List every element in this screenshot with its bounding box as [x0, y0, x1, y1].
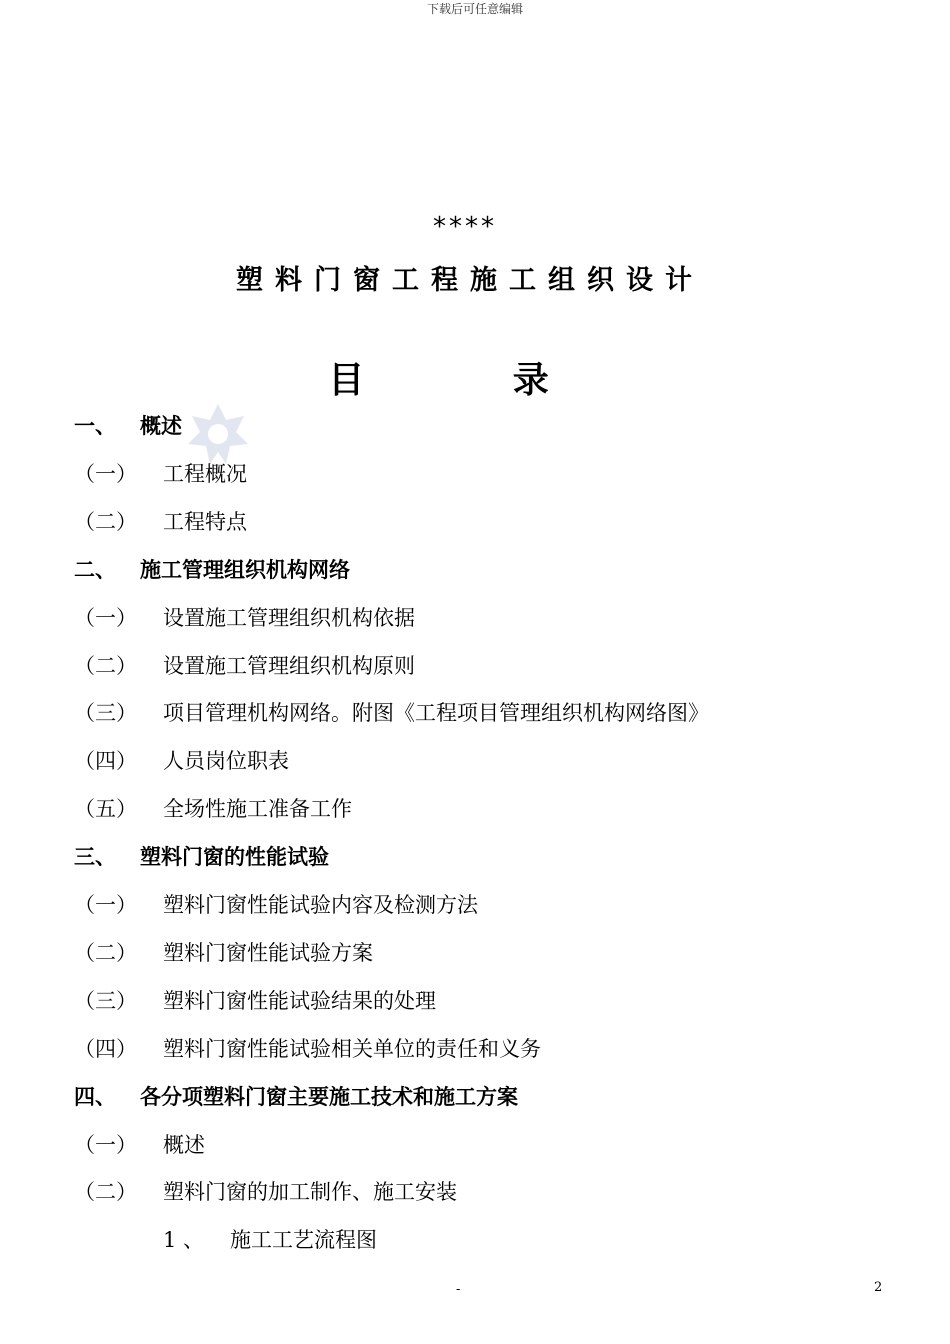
- toc-entry-number: 二、: [74, 557, 116, 582]
- toc-entry: [74, 697, 709, 727]
- toc-entry-number: （二）: [74, 653, 137, 678]
- toc-entry: [74, 506, 247, 536]
- toc-entry-text: 人员岗位职表: [163, 749, 289, 774]
- toc-entry-text: 塑料门窗性能试验结果的处理: [163, 988, 436, 1013]
- toc-entry-number: （一）: [74, 461, 137, 486]
- toc-entry-number: （三）: [74, 701, 137, 726]
- toc-entry-number: （三）: [74, 988, 137, 1013]
- toc-entry-number: 一、: [74, 414, 116, 438]
- toc-entry-number: （二）: [74, 1180, 137, 1205]
- toc-entry: [74, 841, 329, 871]
- toc-entry-text: 概述: [163, 1132, 205, 1157]
- toc-entry: [74, 985, 436, 1015]
- toc-entry: [74, 1129, 205, 1159]
- toc-entry-text: 项目管理机构网络。附图《工程项目管理组织机构网络图》: [163, 701, 709, 726]
- toc-entry: [74, 1081, 518, 1111]
- toc-entry-number: （二）: [74, 940, 137, 965]
- toc-entry: [74, 1176, 457, 1206]
- toc-entry-text: 塑料门窗性能试验方案: [163, 940, 373, 965]
- toc-entry-number: 三、: [74, 845, 116, 870]
- page-header-note: 下载后可任意编辑: [426, 2, 523, 16]
- toc-entry-number: （五）: [74, 797, 137, 822]
- toc-entry: [74, 602, 415, 632]
- toc-entry-text: 塑料门窗的性能试验: [140, 845, 329, 870]
- cover-stars: ****: [433, 212, 497, 242]
- toc-entry-number: （一）: [74, 605, 137, 630]
- toc-entry: [74, 410, 182, 440]
- toc-entry-text: 工程概况: [163, 461, 247, 486]
- toc-entry-number: （二）: [74, 509, 137, 534]
- document-title: 塑料门窗工程施工组织设计: [236, 265, 704, 296]
- toc-entry-number: （四）: [74, 1036, 137, 1061]
- toc-entry-text: 全场性施工准备工作: [163, 797, 352, 822]
- toc-entry-number: （一）: [74, 893, 137, 917]
- toc-entry-text: 工程特点: [163, 509, 247, 534]
- toc-entry-text: 施工管理组织机构网络: [140, 557, 350, 582]
- toc-entry: [74, 1033, 541, 1063]
- toc-entry-text: 设置施工管理组织机构依据: [163, 605, 415, 630]
- page-number: 2: [874, 1280, 883, 1295]
- toc-entry-text: 施工工艺流程图: [230, 1228, 377, 1253]
- toc-entry: [74, 650, 415, 680]
- toc-heading: 目 录: [328, 359, 617, 401]
- toc-entry-text: 各分项塑料门窗主要施工技术和施工方案: [140, 1084, 518, 1109]
- toc-entry-text: 塑料门窗性能试验内容及检测方法: [163, 893, 478, 917]
- toc-entry: [74, 889, 478, 919]
- toc-entry-text: 塑料门窗性能试验相关单位的责任和义务: [163, 1036, 541, 1061]
- toc-entry-text: 概述: [140, 414, 182, 438]
- toc-entry-text: 设置施工管理组织机构原则: [163, 653, 415, 678]
- toc-entry-text: 塑料门窗的加工制作、施工安装: [163, 1180, 457, 1205]
- toc-entry: [163, 1224, 377, 1254]
- toc-entry: [74, 793, 352, 823]
- toc-entry: [74, 554, 350, 584]
- toc-entry: [74, 937, 373, 967]
- toc-entry-number: 1 、: [163, 1228, 205, 1253]
- toc-entry-number: 四、: [74, 1084, 116, 1109]
- toc-entry: [74, 745, 289, 775]
- toc-entry: [74, 458, 247, 488]
- toc-entry-number: （四）: [74, 749, 137, 774]
- toc-entry-number: （一）: [74, 1132, 137, 1157]
- footer-dash: -: [456, 1282, 461, 1297]
